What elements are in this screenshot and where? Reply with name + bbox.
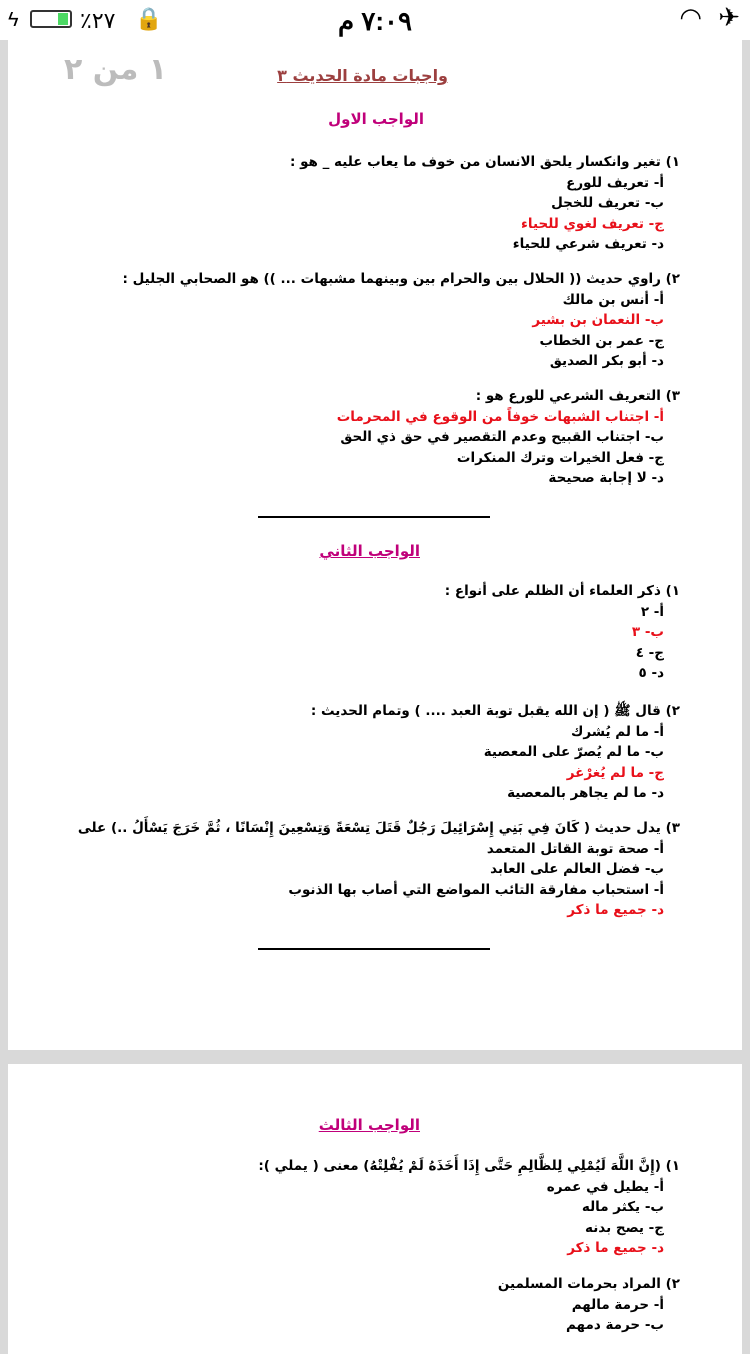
question [78, 818, 680, 921]
question [337, 386, 680, 489]
battery-percent: ٪٢٧ [80, 8, 116, 33]
question-stem: ٣) التعريف الشرعي للورع هو : [475, 388, 680, 404]
answer-option: د- ٥ [638, 665, 664, 681]
section-divider [258, 516, 490, 518]
question [258, 1156, 680, 1259]
question-stem: ٢) قال ﷺ ( إن الله يقبل توبة العبد .... ) وتمام الحديث : [310, 703, 680, 719]
correct-answer-option: ج- ما لم يُغرْغر [566, 764, 664, 781]
answer-option: أ- تعريف للورع [566, 174, 664, 191]
wifi-icon: ◠ [679, 2, 702, 32]
page-indicator: ١ من ٢ [64, 52, 168, 87]
answer-option: د- ما لم يجاهر بالمعصية [507, 785, 664, 801]
answer-option: ج- فعل الخيرات وترك المنكرات [456, 449, 664, 466]
document-page-1[interactable] [8, 40, 742, 1050]
answer-option: أ- حرمة مالهم [571, 1296, 664, 1313]
answer-option: ب- حرمة دمهم [565, 1317, 664, 1333]
answer-option: ب- تعريف للخجل [551, 195, 664, 211]
question [122, 269, 680, 372]
correct-answer-option: ج- تعريف لغوي للحياء [521, 215, 664, 232]
answer-option: د- لا إجابة صحيحة [548, 470, 664, 486]
correct-answer-option: ب- ٣ [631, 624, 664, 640]
question-stem: ٢) راوي حديث (( الحلال بين والحرام بين وبينهما مشبهات ... )) هو الصحابي الجليل : [122, 271, 680, 287]
clock: ٧:٠٩ م [338, 6, 412, 36]
answer-option: أ- ما لم يُشرك [571, 723, 664, 740]
charging-bolt-icon: ϟ [8, 9, 19, 31]
question [290, 152, 680, 255]
answer-option: ج- يصح بدنه [585, 1219, 664, 1236]
question [445, 581, 680, 684]
section-heading: الواجب الثالث [318, 1116, 420, 1134]
answer-option: ج- عمر بن الخطاب [539, 332, 664, 349]
answer-option: د- أبو بكر الصديق [549, 353, 664, 369]
document-page-2[interactable] [8, 1064, 742, 1354]
section-heading: الواجب الثاني [319, 542, 420, 560]
question-stem: ١) (إِنَّ اللَّهَ لَيُمْلِي لِلظَّالِمِ حَتَّى إِذَا أَخَذَهُ لَمْ يُفْلِتْهُ) معنى ( يملي ): [258, 1158, 680, 1174]
question-stem: ٣) يدل حديث ( كَانَ فِي بَنِي إِسْرَائِيلَ رَجُلٌ قَتَلَ تِسْعَةً وَتِسْعِينَ إِنْسَانًا ، ثُمَّ خَرَجَ يَسْأَلُ ..) على [77, 820, 680, 836]
answer-option: أ- يطيل في عمره [546, 1178, 664, 1195]
question [498, 1274, 680, 1336]
section-divider [258, 948, 490, 950]
answer-option: أ- ٢ [640, 603, 664, 620]
answer-option: ب- فضل العالم على العابد [490, 861, 664, 877]
question-stem: ١) تغير وانكسار يلحق الانسان من خوف ما يعاب عليه _ هو : [289, 154, 680, 170]
section-heading: الواجب الاول [328, 110, 424, 128]
question [311, 701, 680, 804]
answer-option: ب- اجتناب القبيح وعدم التقصير في حق ذي الحق [340, 429, 664, 445]
question-stem: ٢) المراد بحرمات المسلمين [497, 1276, 680, 1292]
answer-option: ب- يكثر ماله [581, 1199, 664, 1215]
question-stem: ١) ذكر العلماء أن الظلم على أنواع : [444, 583, 680, 599]
answer-option: ج- ٤ [635, 644, 664, 661]
answer-option: أ- أنس بن مالك [562, 291, 664, 308]
answer-option: أ- صحة توبة القاتل المتعمد [486, 840, 664, 857]
answer-option: أ- استحباب مفارقة التائب المواضع التي أصاب بها الذنوب [288, 881, 664, 898]
airplane-icon: ✈ [718, 2, 740, 32]
answer-option: ب- ما لم يُصرّ على المعصية [483, 744, 664, 760]
correct-answer-option: د- جميع ما ذكر [567, 1240, 664, 1256]
correct-answer-option: ب- النعمان بن بشير [532, 312, 664, 328]
rotation-lock-icon: 🔒 [135, 6, 163, 31]
document-title: واجبات مادة الحديث ٣ [277, 66, 448, 85]
correct-answer-option: أ- اجتناب الشبهات خوفاً من الوقوع في المحرمات [336, 408, 664, 425]
status-bar [0, 0, 750, 40]
answer-option: د- تعريف شرعي للحياء [512, 236, 664, 252]
correct-answer-option: د- جميع ما ذكر [567, 902, 664, 918]
